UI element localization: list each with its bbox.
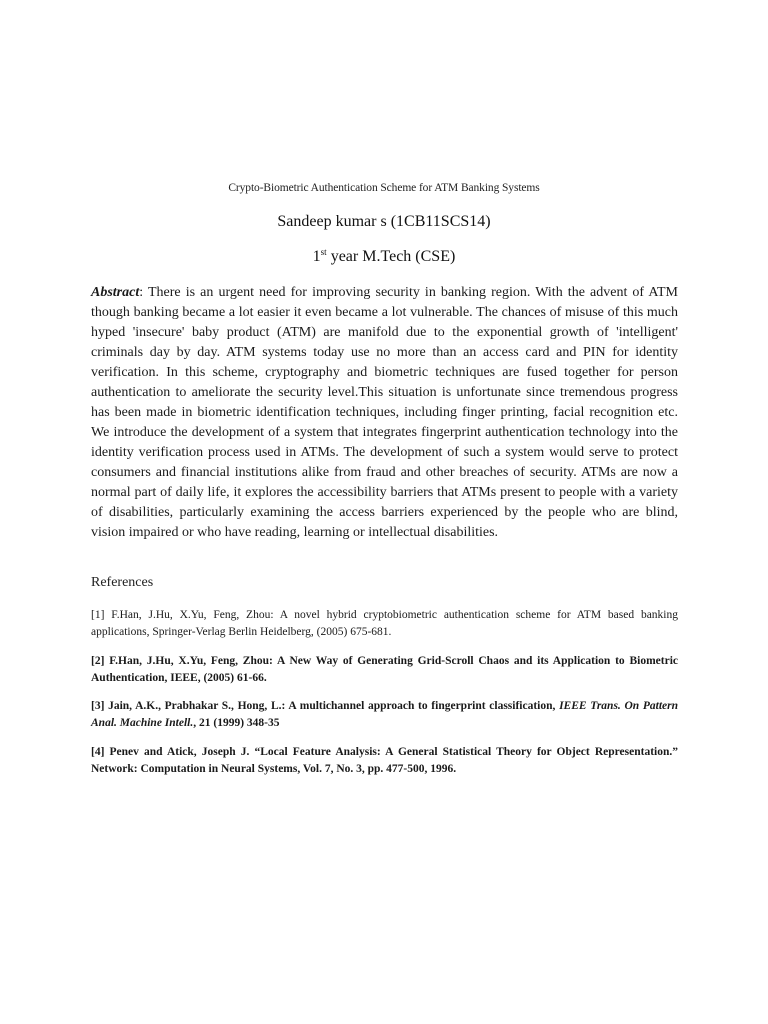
abstract-paragraph	[91, 283, 678, 543]
document-title: Crypto-Biometric Authentication Scheme for ATM Banking Systems	[228, 182, 540, 194]
program-superscript: st	[320, 247, 327, 257]
reference-3-details: , 21 (1999) 348-35	[193, 716, 280, 729]
reference-4: [4] Penev and Atick, Joseph J. “Local Feature Analysis: A General Statistical Theory for Object Representation.” Network: Computation in Neural Systems, Vol. 7, No. 3, pp. 477-500, 1996.	[91, 746, 678, 775]
reference-1: [1] F.Han, J.Hu, X.Yu, Feng, Zhou: A novel hybrid cryptobiometric authentication scheme for ATM based banking applications, Springer-Verlag Berlin Heidelberg, (2005) 675-681.	[91, 609, 678, 638]
abstract-text: : There is an urgent need for improving security in banking region. With the advent of ATM though banking became a lot easier it even became a lot vulnerable. The chances of misuse of this much hyped 'insecure' baby product (ATM) are manifold due to the exponential growth of 'intelligent' criminals day by day. ATM systems today use no more than an access card and PIN for identity verification. In this scheme, cryptography and biometric techniques are fused together for person authentication to ameliorate the security level.This situation is unfortunate since tremendous progress has been made in biometric identification techniques, including finger printing, facial recognition etc. We introduce the development of a system that integrates fingerprint authentication technology into the identity verification process used in ATMs. The development of such a system would serve to protect consumers and financial institutions alike from fraud and other breaches of security. ATMs are now a normal part of daily life, it explores the accessibility barriers that ATMs present to people with a variety of disabilities, particularly examining the access barriers experienced by the people who are blind, vision impaired or who have reading, learning or intellectual disabilities.	[91, 285, 678, 540]
reference-3-authors: [3] Jain, A.K., Prabhakar S., Hong, L.: A multichannel approach to fingerprint classification,	[91, 700, 560, 712]
author-line: Sandeep kumar s (1CB11SCS14)	[277, 213, 491, 230]
reference-3	[91, 698, 678, 731]
reference-3-journal: IEEE Trans. On Pattern Anal. Machine Intell.	[91, 700, 678, 729]
reference-2: [2] F.Han, J.Hu, X.Yu, Feng, Zhou: A New Way of Generating Grid-Scroll Chaos and its Application to Biometric Authentication, IEEE, (2005) 61-66.	[91, 655, 678, 684]
program-suffix: year M.Tech (CSE)	[326, 248, 456, 265]
abstract-label: Abstract	[91, 285, 140, 300]
references-heading: References	[91, 575, 154, 590]
program-prefix: 1	[312, 248, 321, 265]
program-line	[0, 248, 768, 266]
